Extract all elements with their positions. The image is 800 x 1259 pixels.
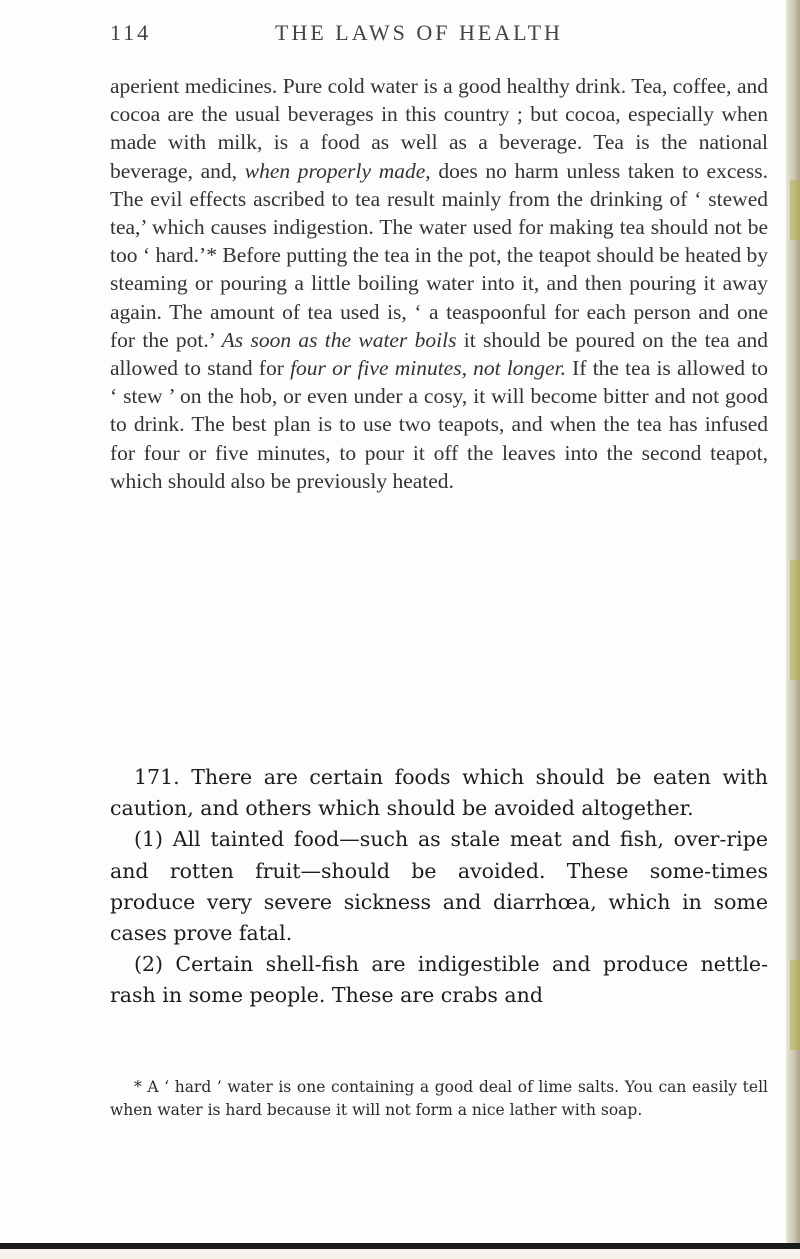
section-item-2: (2) Certain shell-fish are indigestible and produce nettle-rash in some people. These are crabs and [110, 952, 768, 1008]
footnote-text: * A ‘ hard ’ water is one containing a good deal of lime salts. You can easily tell when water is hard because it will not form a nice lather with soap. [110, 1078, 768, 1119]
continuation-paragraph [110, 72, 768, 495]
tea-emphasis-properly-made: when properly made, [244, 158, 431, 183]
section-item-1: (1) All tainted food—such as stale meat and fish, over-ripe and rotten fruit—should be avoided. These some-times produce very severe sickness and diarrhœa, which in some cases prove fatal. [110, 827, 768, 946]
page-bottom-edge [0, 1243, 800, 1249]
running-title: THE LAWS OF HEALTH [275, 20, 563, 45]
page-header [110, 20, 770, 50]
tea-text-part3: it should be poured on the tea and allowed to stand for [110, 327, 769, 381]
tea-paragraph [110, 72, 768, 495]
edge-stain [790, 180, 800, 240]
page-number: 114 [110, 20, 152, 45]
section-intro: 171. There are certain foods which should be eaten with caution, and others which should be avoided altogether. [110, 765, 768, 821]
tea-emphasis-five-minutes: four or five minutes, not longer. [290, 356, 566, 381]
footnote [110, 1076, 768, 1122]
edge-stain [790, 960, 800, 1050]
tea-text-part4: If the tea is allowed to ‘ stew ’ on the hob, or even under a cosy, it will become bitter and not good to drink. The best plan is to use two teapots, and when the tea has infused for four or five minutes, to pour it off the leaves into the second teapot, which should also be previously heated. [110, 356, 768, 493]
page-bottom-margin [0, 1249, 800, 1259]
tea-text-part2: does no harm unless taken to excess. The evil effects ascribed to tea result mainly from the drinking of ‘ stewed tea,’ which causes indigestion. The water used for making tea should not be too ‘ hard.’* Before putting the tea in the pot, the teapot should be heated by steaming or pouring a little boiling water into it, and then pouring it away again. The amount of tea used is, ‘ a teaspoonful for each person and one for the pot.’ [110, 158, 769, 352]
tea-text-part1: aperient medicines. Pure cold water is a good healthy drink. Tea, coffee, and cocoa are the usual beverages in this country ; but cocoa, especially when made with milk, is a food as well as a beverage. Tea is the national beverage, and, [110, 74, 768, 183]
section-171 [110, 762, 768, 1012]
tea-emphasis-water-boils: As soon as the water boils [221, 327, 457, 352]
edge-stain [790, 560, 800, 680]
